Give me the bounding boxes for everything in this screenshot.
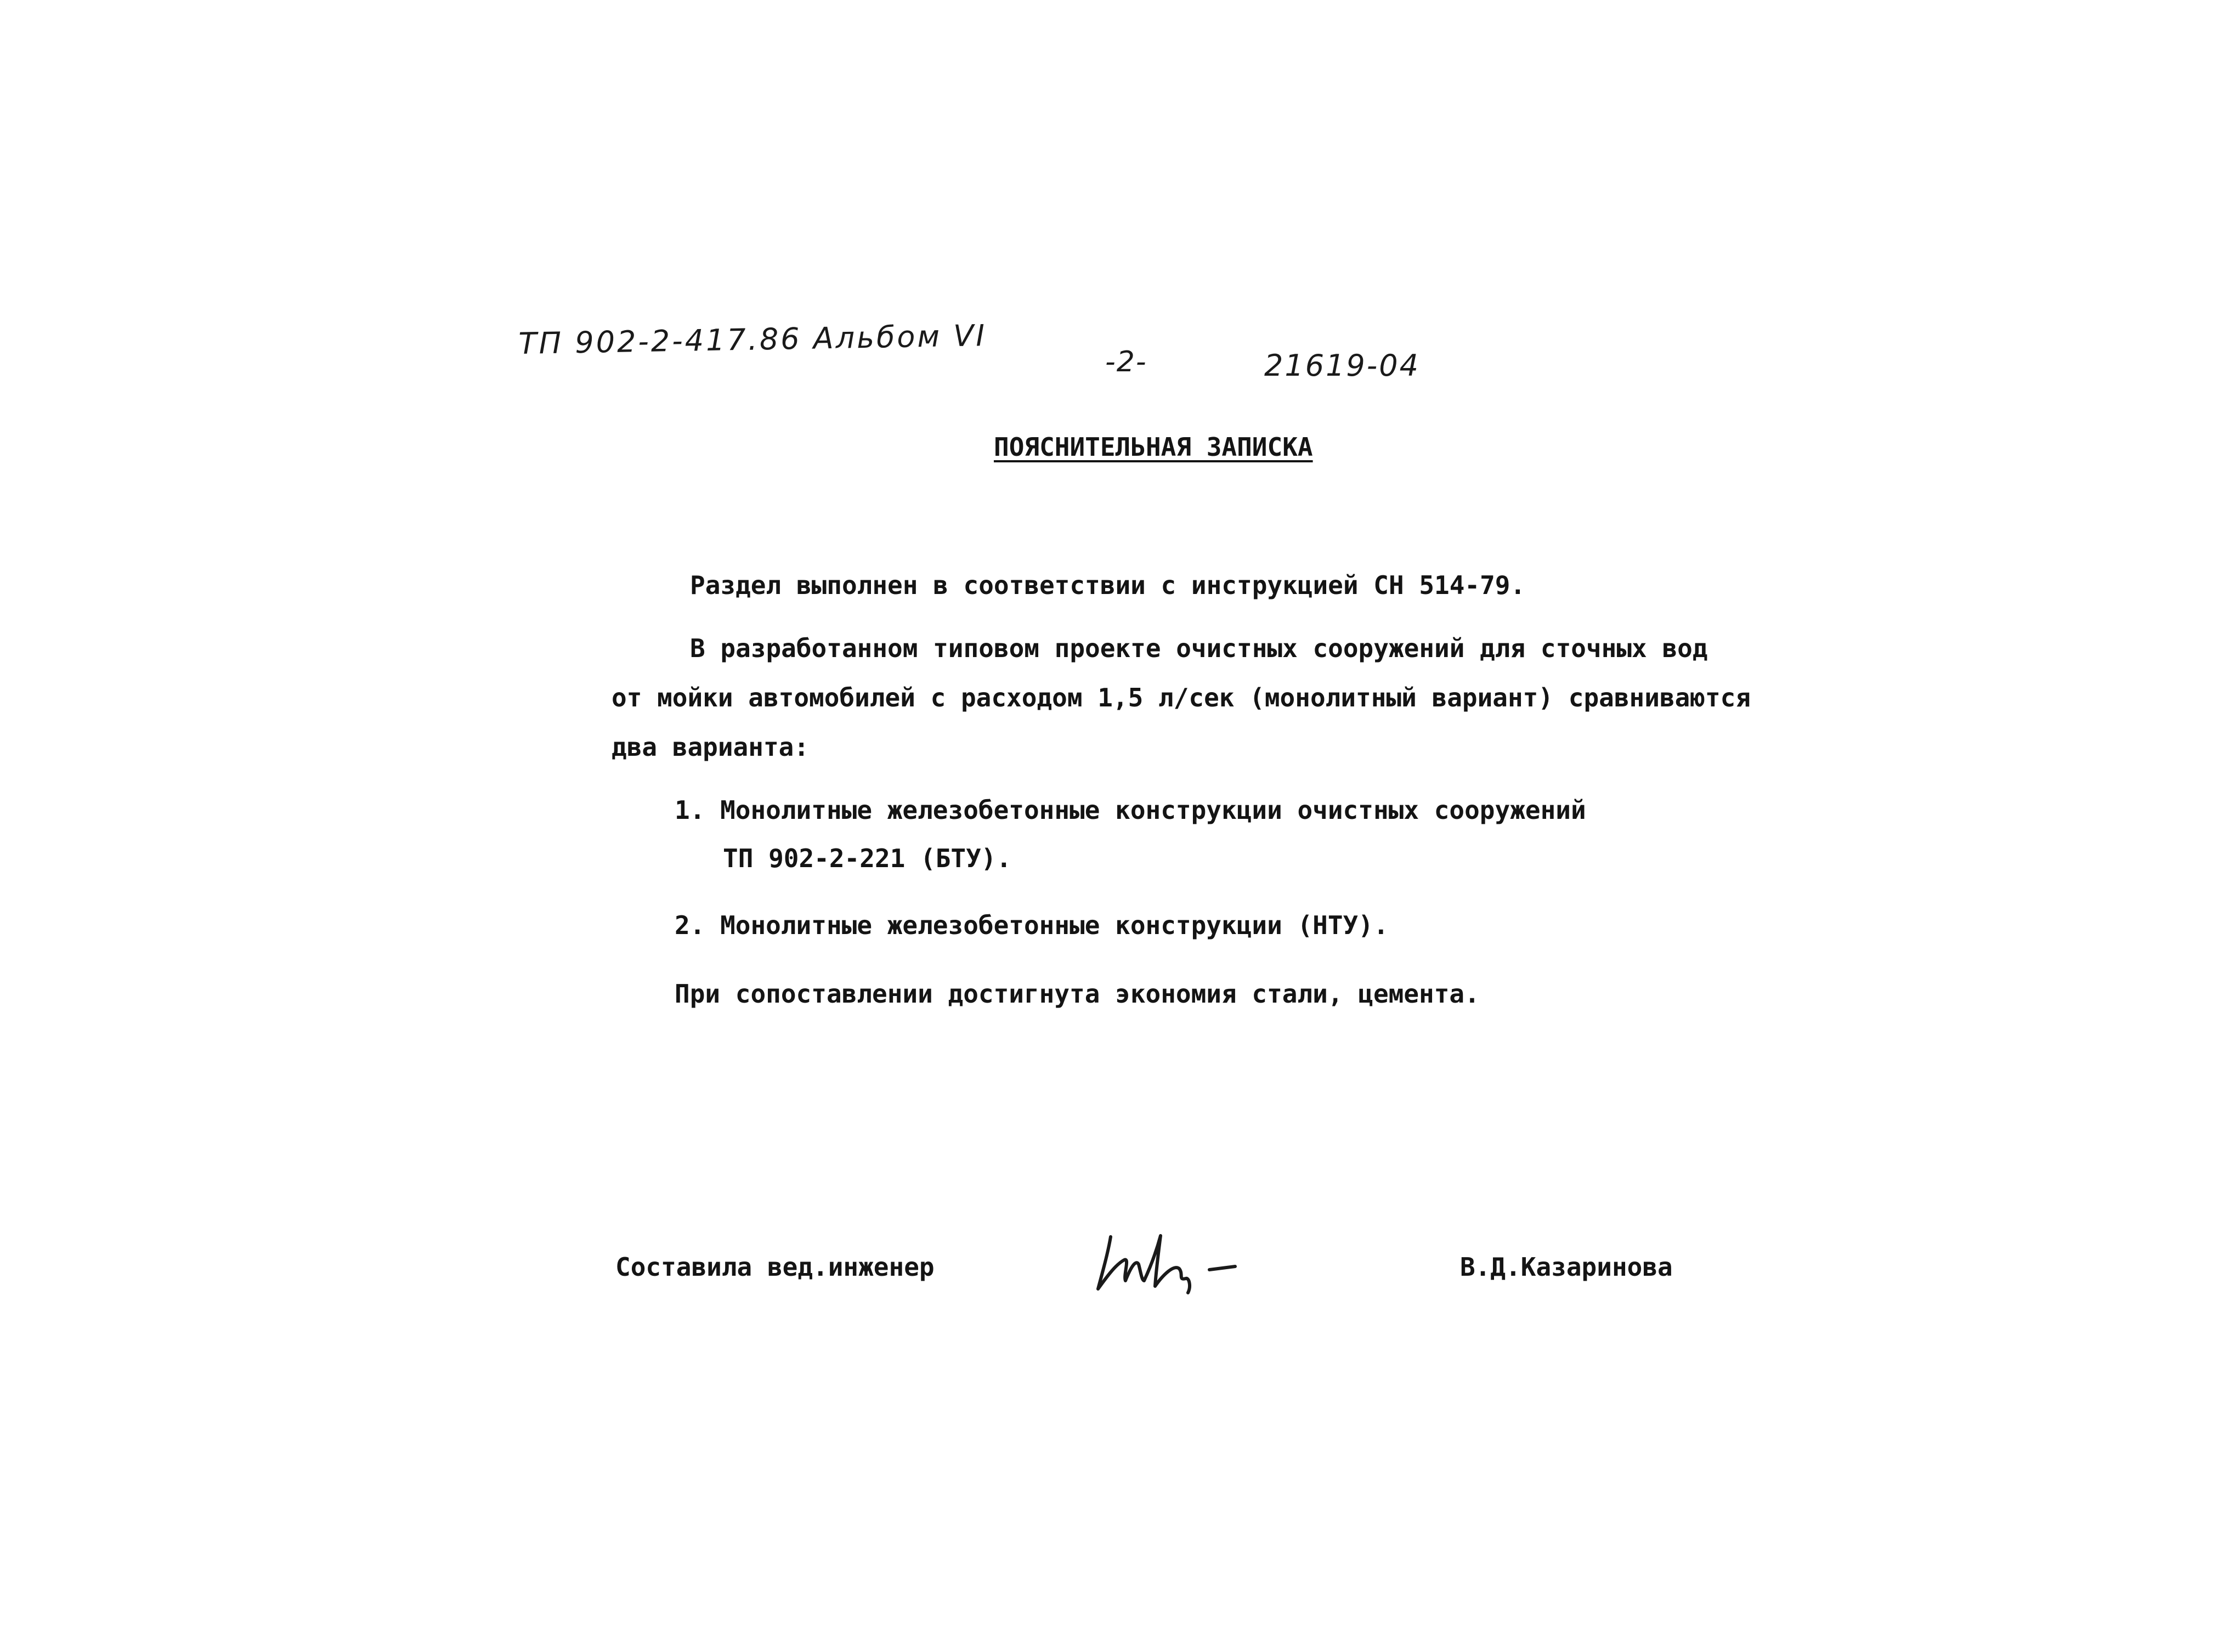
variant-1-line-1: 1. Монолитные железобетонные конструкции очистных сооружений <box>675 795 1586 825</box>
document-code: ТП 902-2-417.86 Альбом VI <box>518 318 987 361</box>
page-number: -2- <box>1105 346 1147 378</box>
paragraph-2-line-2: от мойки автомобилей с расходом 1,5 л/сек (монолитный вариант) сравниваются <box>612 683 1751 712</box>
sheet-number: 21619-04 <box>1264 348 1420 383</box>
signature-image <box>1091 1226 1245 1297</box>
signer-role: Составила вед.инженер <box>615 1252 935 1282</box>
variant-2: 2. Монолитные железобетонные конструкции (НТУ). <box>675 910 1389 940</box>
paragraph-3: При сопоставлении достигнута экономия стали, цемента. <box>675 979 1480 1009</box>
paragraph-2-line-3: два варианта: <box>612 732 810 762</box>
page-title: ПОЯСНИТЕЛЬНАЯ ЗАПИСКА <box>994 432 1313 462</box>
signer-name: В.Д.Казаринова <box>1460 1252 1673 1282</box>
variant-1-line-2: ТП 902-2-221 (БТУ). <box>723 844 1012 873</box>
paragraph-2-line-1: В разработанном типовом проекте очистных сооружений для сточных вод <box>690 633 1708 663</box>
paragraph-1: Раздел выполнен в соответствии с инструкцией СН 514-79. <box>690 570 1526 600</box>
